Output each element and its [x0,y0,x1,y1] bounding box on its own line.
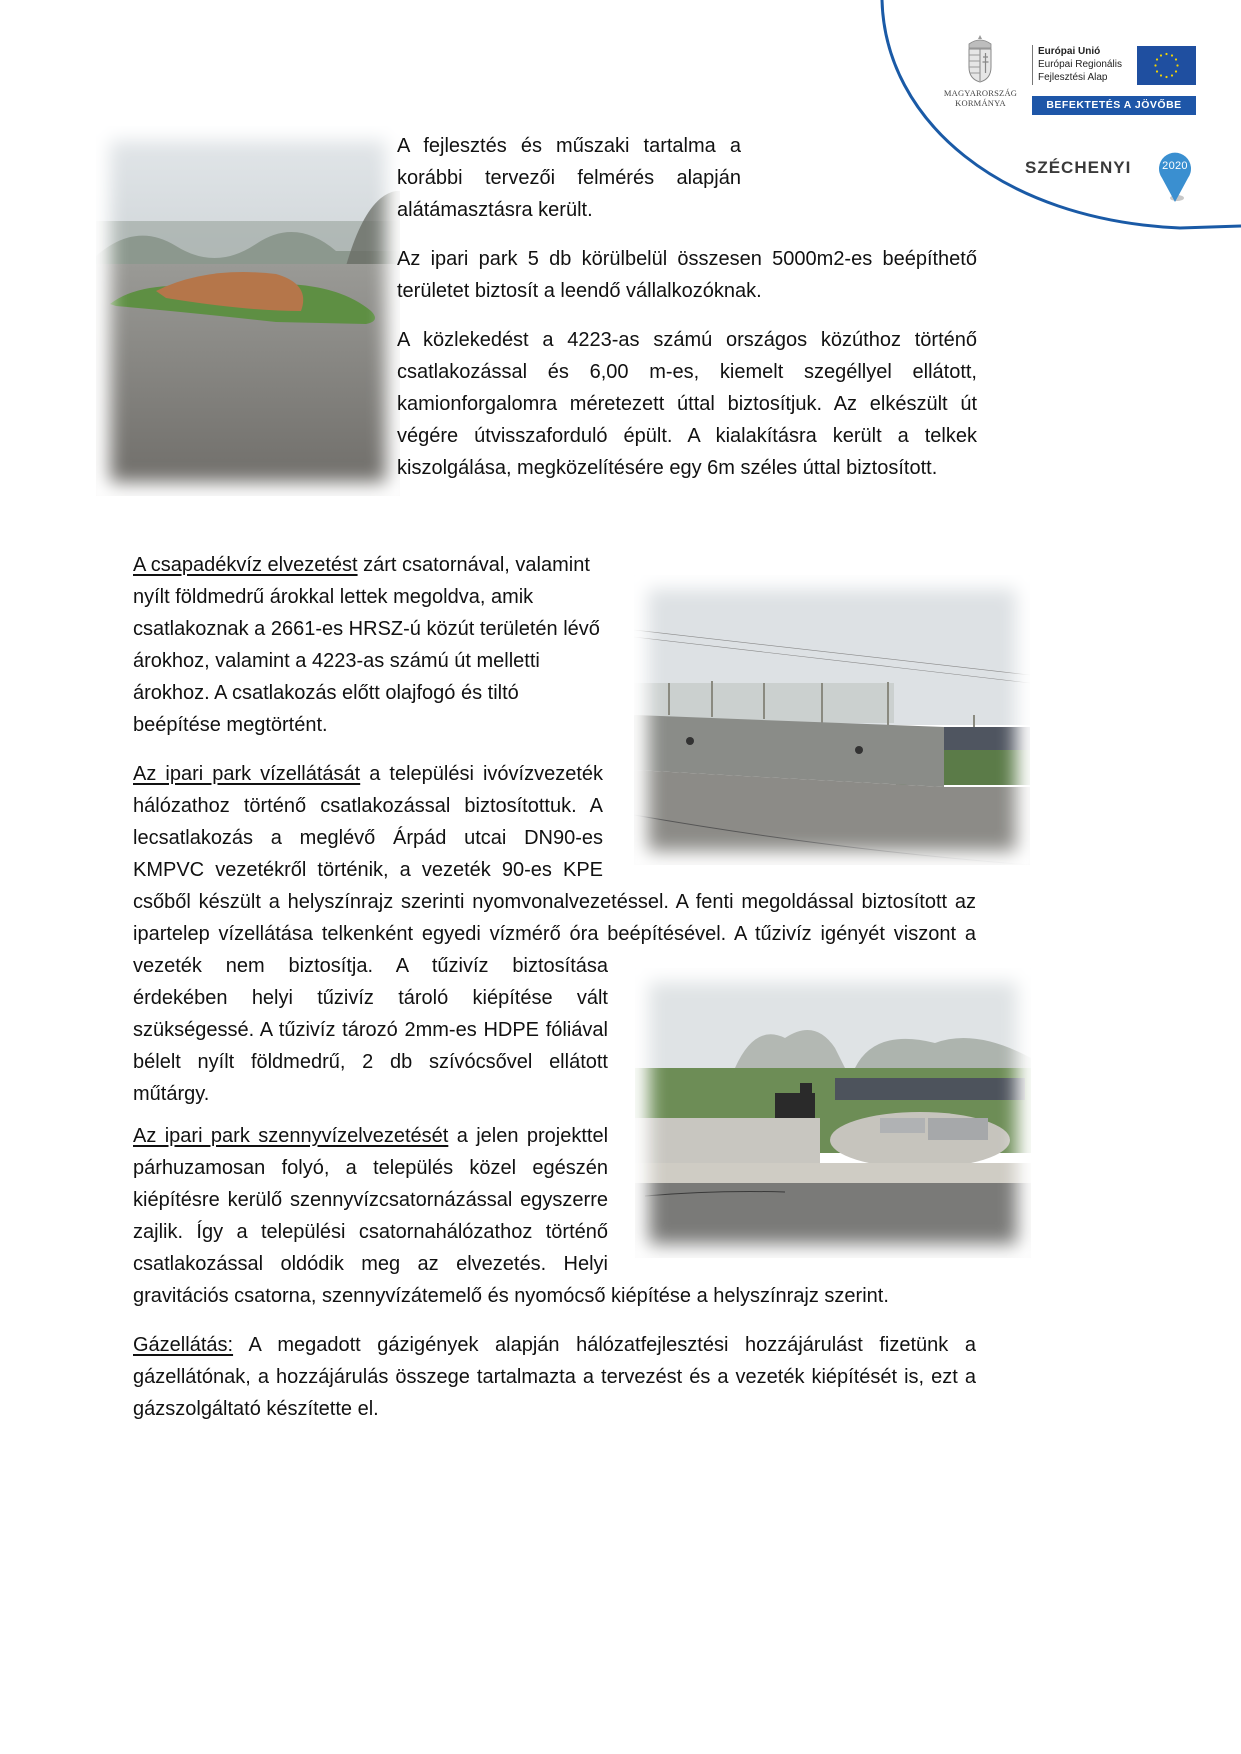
intro-p3-line1: A közlekedést a 4223-as számú országos közúthoz történő [397,329,977,351]
sewage-line1-text: a jelen projekttel [448,1125,609,1147]
water-line1 [133,762,603,786]
gov-logo-line2: KORMÁNYA [955,98,1006,108]
intro-p1-line2: korábbi tervezői felmérés alapján [397,167,741,189]
stormwater-line3: csatlakoznak a 2661-es HRSZ-ú közút területén lévő [133,618,600,640]
stormwater-line1 [133,553,590,577]
szechenyi-pin-icon [1155,146,1195,204]
coat-of-arms-icon [963,34,997,84]
water-line5: csőből készült a helyszínrajz szerinti nyomvonalvezetéssel. A fenti megoldással biztosított az [133,891,976,913]
sewage-line4: zajlik. Így a települési csatornahálózathoz történő [133,1221,608,1243]
sewage-line2: párhuzamosan folyó, a település közel egészén [133,1157,608,1179]
banner-text: BEFEKTETÉS A JÖVŐBE [1046,99,1182,111]
eu-fund-line2: Fejlesztési Alap [1038,72,1108,83]
gas-line1-text: A megadott gázigények alapján hálózatfejlesztési hozzájárulást fizetünk a [233,1334,976,1356]
photo-retaining-wall [634,575,1030,865]
eu-fund-line1: Európai Regionális [1038,59,1122,70]
gov-logo-line1: MAGYARORSZÁG [943,88,1018,98]
intro-p3-line2: csatlakozással és 6,00 m-es, kiemelt szegéllyel ellátott, [397,361,977,383]
intro-p3-line5: kiszolgálása, megközelítésére egy 6m széles úttal biztosított. [397,457,938,479]
stormwater-heading: A csapadékvíz elvezetést [133,554,358,576]
water-line6: ipartelep vízellátása telkenként egyedi vízmérő óra beépítésével. A tűzivíz igényét viszont a [133,923,976,945]
water-line2: hálózathoz történő csatlakozással biztosítottuk. A [133,795,603,817]
banner-befektetes [1032,96,1196,115]
szechenyi-logo-text: SZÉCHENYI [1025,158,1132,177]
logo-divider [1032,45,1033,85]
sewage-heading: Az ipari park szennyvízelvezetését [133,1125,449,1147]
stormwater-line2: nyílt földmedrű árokkal lettek megoldva, amik [133,586,534,608]
gas-line3: gázszolgáltató készítette el. [133,1398,379,1420]
gas-line2: gázellátónak, a hozzájárulás összege tartalmazta a tervezést és a vezeték kiépítését is, ezt a [133,1366,976,1388]
water-line7: vezeték nem biztosítja. A tűzivíz biztosítása [133,955,608,977]
water-line3: lecsatlakozás a meglévő Árpád utcai DN90-es [133,827,603,849]
stormwater-line6: beépítése megtörtént. [133,714,328,736]
photo-pump-station [635,968,1031,1258]
sewage-line1 [133,1124,608,1148]
water-line11: műtárgy. [133,1083,210,1105]
stormwater-line4: árokhoz, valamint a 4223-as számú út melletti [133,650,540,672]
intro-p2-line1: Az ipari park 5 db körülbelül összesen 5000m2-es beépíthető [397,248,977,270]
szechenyi-year: 2020 [1162,160,1188,172]
eu-title: Európai Unió [1038,46,1101,57]
gas-heading: Gázellátás: [133,1334,234,1356]
water-line10: bélelt nyílt földmedrű, 2 db szívócsővel ellátott [133,1051,608,1073]
water-line8: érdekében helyi tűzivíz tároló kiépítése vált [133,987,608,1009]
intro-p2-line2: területet biztosít a leendő vállalkozóknak. [397,280,762,302]
eu-fund-text [1038,45,1122,84]
gov-logo-text [938,88,1023,108]
water-line9: szükségessé. A tűzivíz tározó 2mm-es HDPE fóliával [133,1019,608,1041]
photo-road-turnaround [96,126,400,496]
stormwater-line5: árokhoz. A csatlakozás előtt olajfogó és tiltó [133,682,519,704]
sewage-line6: gravitációs csatorna, szennyvízátemelő és nyomócső kiépítése a helyszínrajz szerint. [133,1285,889,1307]
eu-flag-icon [1137,46,1196,85]
stormwater-line1-text: zárt csatornával, valamint [357,554,590,576]
intro-p3-line3: kamionforgalomra méretezett úttal biztosítjuk. Az elkészült út [397,393,977,415]
water-line1-text: a települési ivóvízvezeték [360,763,603,785]
intro-p3-line4: végére útvisszaforduló épült. A kialakításra került a telkek [397,425,977,447]
intro-p1-line1: A fejlesztés és műszaki tartalma a [397,135,741,157]
sewage-line3: kiépítésre kerülő szennyvízcsatornázással egyszerre [133,1189,608,1211]
water-heading: Az ipari park vízellátását [133,763,361,785]
sewage-line5: csatlakozással oldódik meg az elvezetés. Helyi [133,1253,608,1275]
gas-line1 [133,1333,976,1357]
water-line4: KMPVC vezetékről történik, a vezeték 90-es KPE [133,859,603,881]
intro-p1-line3: alátámasztásra került. [397,199,593,221]
